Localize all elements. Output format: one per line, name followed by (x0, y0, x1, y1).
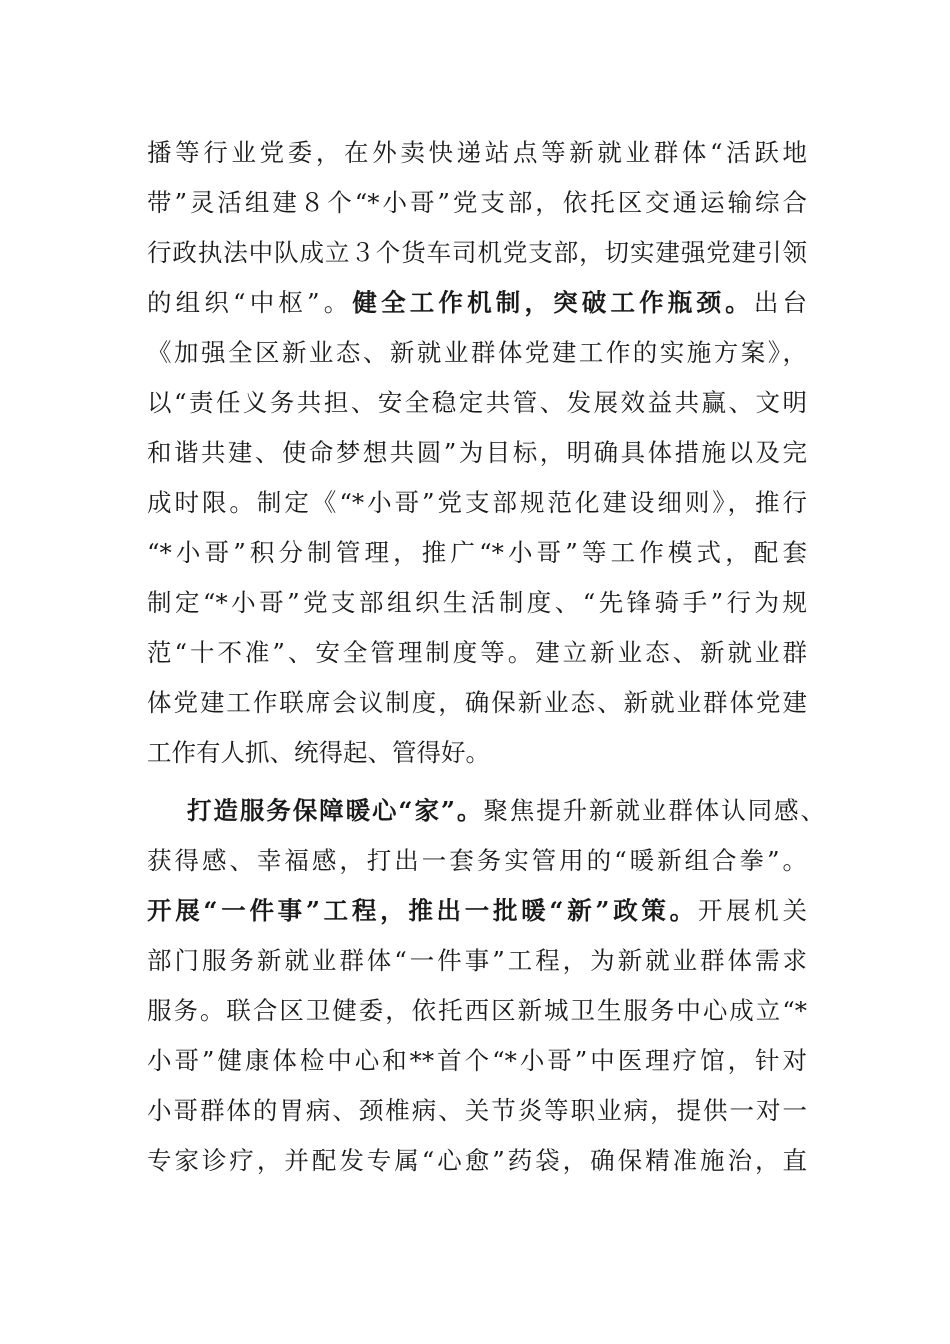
text-line (147, 133, 807, 173)
text-segment: 以“责任义务共担、安全稳定共管、发展效益共赢、文明 (147, 388, 807, 417)
text-segment: 部门服务新就业群体“一件事”工程，为新就业群体需求 (147, 946, 807, 975)
text-segment: 行政执法中队成立３个货车司机党支部，切实建强党建引领 (147, 238, 807, 267)
text-segment: “*小哥”积分制管理，推广“*小哥”等工作模式，配套 (147, 538, 807, 567)
text-line (147, 1141, 807, 1181)
text-line (147, 383, 807, 423)
text-line (187, 791, 825, 831)
text-line (147, 683, 807, 723)
text-line (147, 183, 807, 223)
bold-heading-segment: 开展“一件事”工程，推出一批暖“新”政策。 (147, 896, 698, 925)
text-segment: 带”灵活组建８个“*小哥”党支部，依托区交通运输综合 (147, 188, 807, 217)
text-line (147, 991, 807, 1031)
text-segment: 开展机关 (697, 896, 807, 925)
text-segment: 的组织“中枢”。 (147, 288, 353, 317)
text-segment: 出台 (753, 288, 807, 317)
text-line (147, 283, 807, 323)
text-segment: 《加强全区新业态、新就业群体党建工作的实施方案》， (147, 338, 807, 367)
text-segment: 体党建工作联席会议制度，确保新业态、新就业群体党建 (147, 688, 807, 717)
text-line (147, 233, 807, 273)
bold-heading-segment: 打造服务保障暖心“家”。 (187, 796, 484, 825)
text-line (147, 941, 807, 981)
text-segment: 专家诊疗，并配发专属“心愈”药袋，确保精准施治，直 (147, 1146, 807, 1175)
text-line (147, 1041, 807, 1081)
text-line (147, 583, 807, 623)
text-segment: 范“十不准”、安全管理制度等。建立新业态、新就业群 (147, 638, 807, 667)
text-line (147, 1091, 807, 1131)
text-line (147, 891, 807, 931)
text-line (147, 633, 807, 673)
text-segment: 制定“*小哥”党支部组织生活制度、“先锋骑手”行为规 (147, 588, 807, 617)
text-line (147, 533, 807, 573)
text-segment: 播等行业党委，在外卖快递站点等新就业群体“活跃地 (147, 138, 807, 167)
text-segment: 服务。联合区卫健委，依托西区新城卫生服务中心成立“* (147, 996, 807, 1025)
text-segment: 获得感、幸福感，打出一套务实管用的“暖新组合拳”。 (147, 846, 807, 875)
text-segment: 和谐共建、使命梦想共圆”为目标，明确具体措施以及完 (147, 438, 807, 467)
bold-heading-segment: 健全工作机制，突破工作瓶颈。 (352, 288, 754, 317)
text-segment: 工作有人抓、统得起、管得好。 (147, 738, 490, 767)
text-line (147, 433, 807, 473)
text-line (147, 483, 807, 523)
text-line (147, 333, 807, 373)
text-segment: 聚焦提升新就业群体认同感、 (483, 796, 825, 825)
text-segment: 小哥群体的胃病、颈椎病、关节炎等职业病，提供一对一 (147, 1096, 807, 1125)
text-line (147, 841, 807, 881)
text-segment: 小哥”健康体检中心和**首个“*小哥”中医理疗馆，针对 (147, 1046, 807, 1075)
text-segment: 成时限。制定《“*小哥”党支部规范化建设细则》，推行 (147, 488, 807, 517)
text-line (147, 733, 807, 773)
